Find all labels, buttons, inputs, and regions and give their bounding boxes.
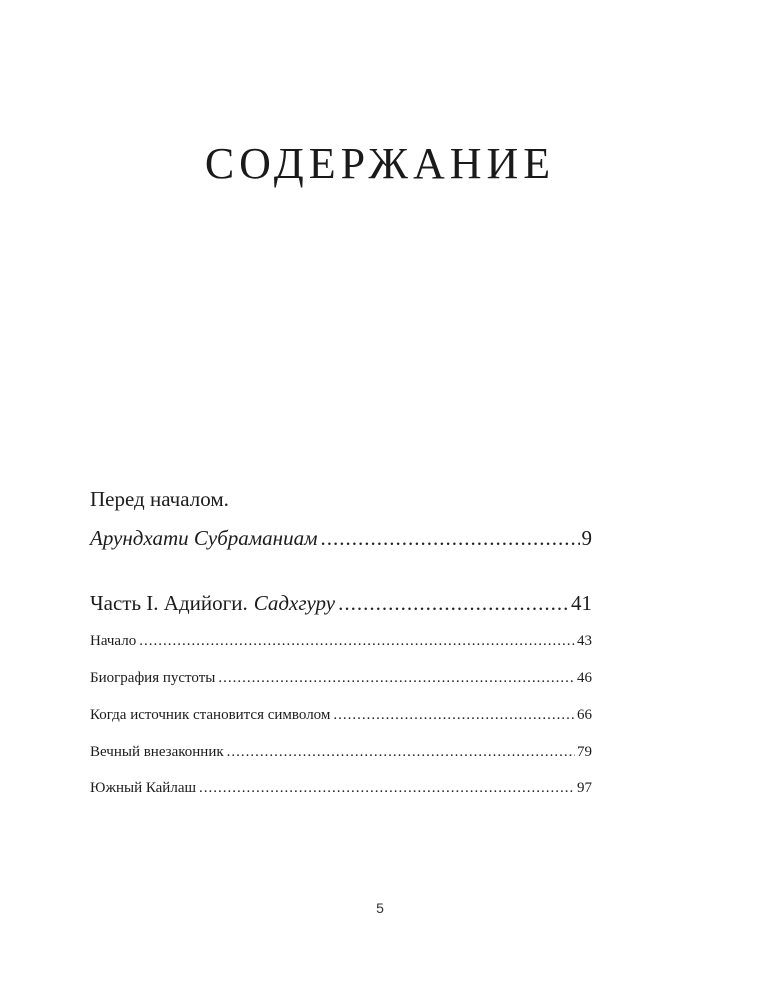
dot-leader xyxy=(333,708,575,723)
toc-entry-part1[interactable] xyxy=(90,593,592,614)
toc-chapter-page: 46 xyxy=(577,670,592,686)
toc-entry-part1-label: Часть I. Адийоги. xyxy=(90,591,248,615)
dot-leader xyxy=(218,671,575,686)
toc-chapter-title: Вечный внезаконник xyxy=(90,744,224,760)
toc-entry-before-title: Перед началом. xyxy=(90,487,229,511)
toc-chapter-title: Южный Кайлаш xyxy=(90,780,197,796)
toc-chapter[interactable] xyxy=(90,745,592,760)
toc-chapter[interactable] xyxy=(90,708,592,723)
dot-leader xyxy=(139,634,575,649)
toc-chapter-title: Биография пустоты xyxy=(90,670,216,686)
toc-chapter-title: Когда источник становится символом xyxy=(90,707,331,723)
toc-entry-before-page: 9 xyxy=(581,526,592,550)
toc-chapter-title: Начало xyxy=(90,633,137,649)
toc-chapter-page: 97 xyxy=(577,780,592,796)
toc-entry-before-author: Арундхати Субраманиам xyxy=(90,526,318,550)
dot-leader xyxy=(199,781,575,796)
toc-entry-before[interactable] xyxy=(90,489,592,510)
toc-entry-part1-author: Садхгуру xyxy=(253,591,336,615)
page-title: СОДЕРЖАНИЕ xyxy=(204,139,556,188)
toc-entry-part1-page: 41 xyxy=(571,591,592,615)
toc-entry-before-author-line[interactable] xyxy=(90,528,592,549)
toc-chapter-page: 43 xyxy=(577,633,592,649)
dot-leader xyxy=(227,745,575,760)
dot-leader xyxy=(320,528,579,549)
page-number: 5 xyxy=(376,900,384,916)
toc-chapter[interactable] xyxy=(90,781,592,796)
toc-chapter[interactable] xyxy=(90,671,592,686)
toc-chapter-page: 79 xyxy=(577,744,592,760)
toc-chapter[interactable] xyxy=(90,634,592,649)
toc-chapter-page: 66 xyxy=(577,707,592,723)
dot-leader xyxy=(338,593,569,614)
